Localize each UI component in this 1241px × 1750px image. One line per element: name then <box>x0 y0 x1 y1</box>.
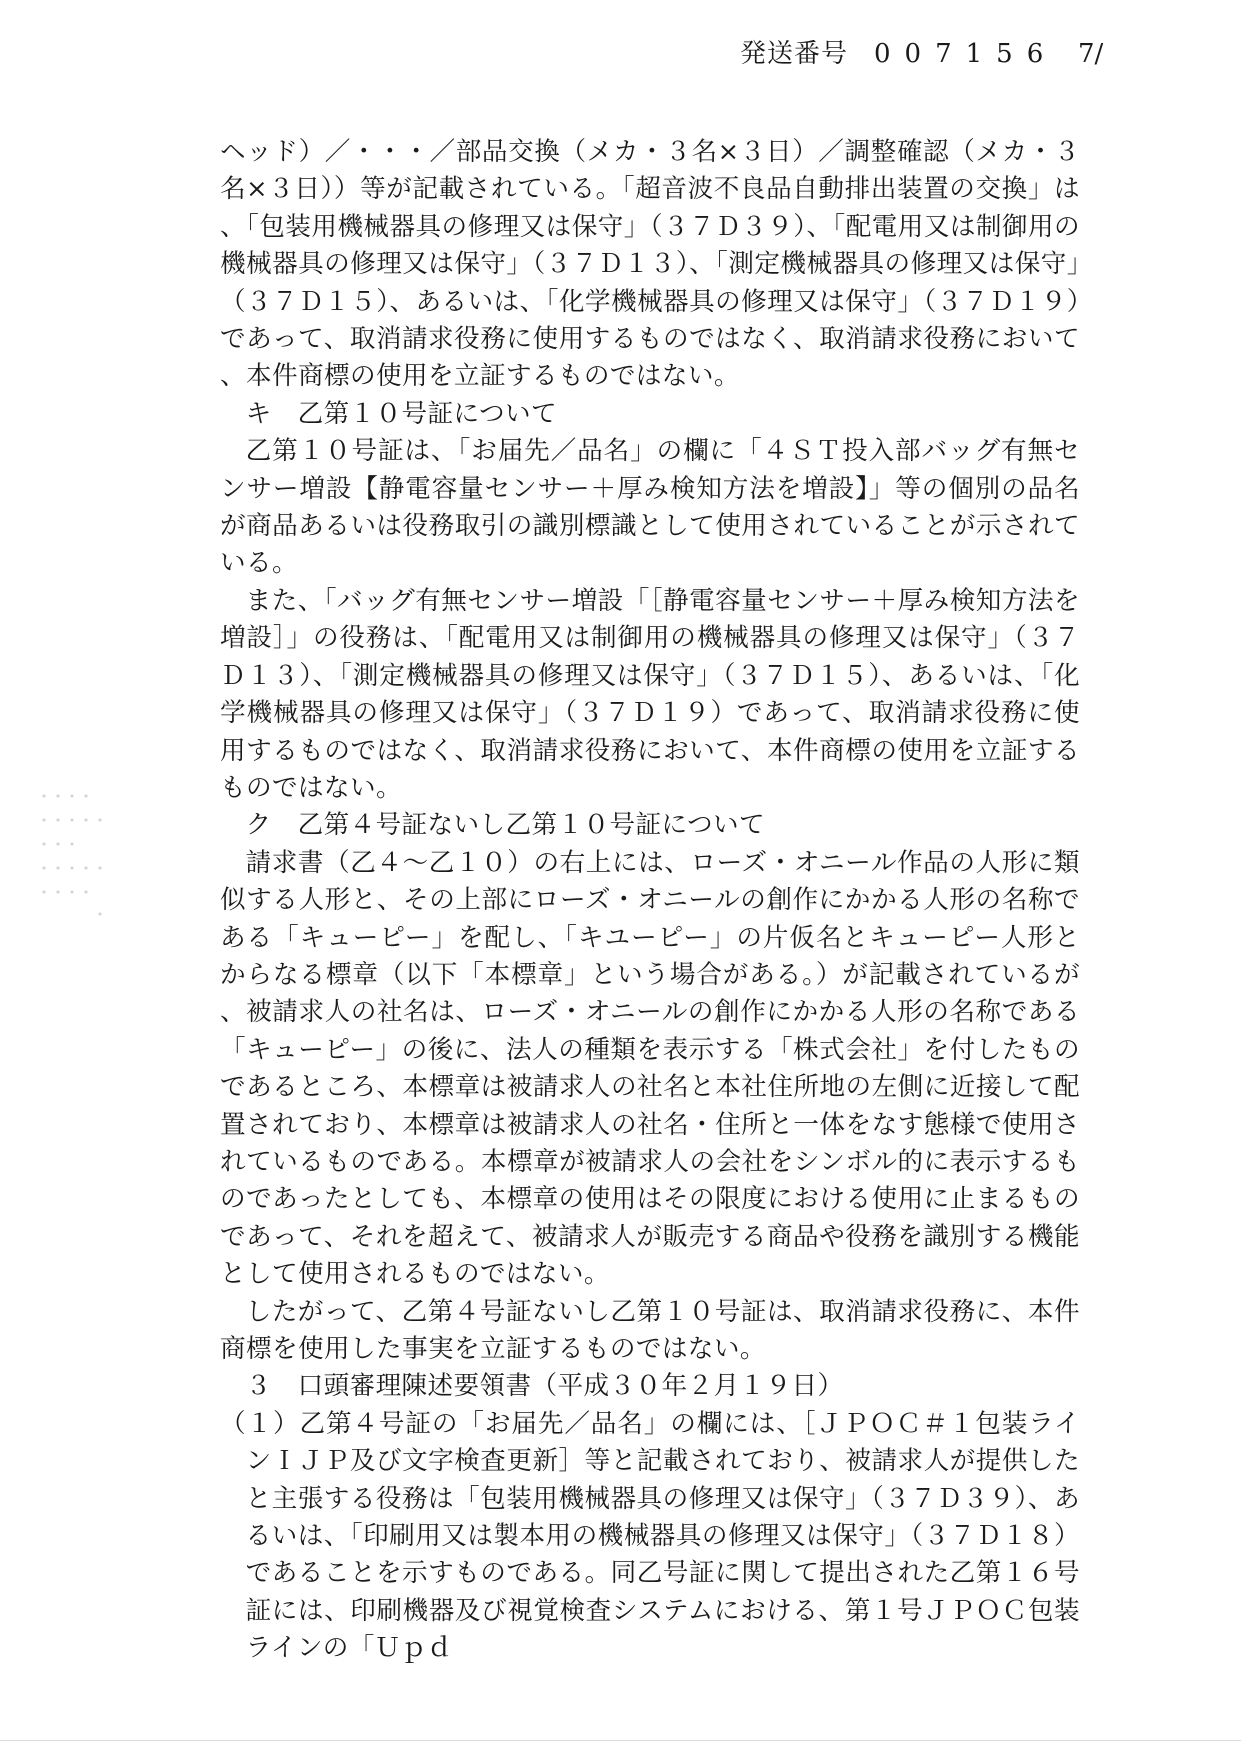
paragraph: したがって、乙第４号証ないし乙第１０号証は、取消請求役務に、本件商標を使用した事実を立証するものではない。 <box>220 1296 1080 1364</box>
page-number: 7/ <box>1078 39 1104 69</box>
section-heading-ku: ク 乙第４号証ないし乙第１０号証について <box>245 810 765 841</box>
dispatch-number-label: 発送番号 <box>740 39 849 69</box>
section-heading-3: ３ 口頭審理陳述要領書（平成３０年２月１９日） <box>245 1371 844 1402</box>
numbered-item-1: （１）乙第４号証の「お届先／品名」の欄には、［ＪＰＯＣ＃１包装ラインＩＪＰ及び文字検査更新］等と記載されており、被請求人が提供したと主張する役務は「包装用機械器具の修理又は保守」（３７Ｄ３９）、あるいは、「印刷用又は製本用の機械器具の修理又は保守」（３７Ｄ１８）であることを示すものである。同乙号証に関して提出された乙第１６号証には、印刷機器及び視覚検査システムにおける、第１号ＪＰＯＣ包装ラインの「Ｕｐｄ <box>220 1408 1080 1664</box>
dispatch-number: 007156 <box>874 39 1058 69</box>
section-heading-ki: キ 乙第１０号証について <box>245 398 558 429</box>
paragraph-continued: ヘッド）／・・・／部品交換（メカ・３名×３日）／調整確認（メカ・３名×３日））等が記載されている。「超音波不良品自動排出装置の交換」は、「包装用機械器具の修理又は保守」（３７Ｄ３９）、「配電用又は制御用の機械器具の修理又は保守」（３７Ｄ１３）、「測定機械器具の修理又は保守」（３７Ｄ１５）、あるいは、「化学機械器具の修理又は保守」（３７Ｄ１９）であって、取消請求役務に使用するものではなく、取消請求役務において、本件商標の使用を立証するものではない。 <box>220 137 1080 392</box>
paragraph: 乙第１０号証は、「お届先／品名」の欄に「４ＳＴ投入部バッグ有無センサー増設【静電容量センサー＋厚み検知方法を増設】」等の個別の品名が商品あるいは役務取引の識別標識として使用されていることが示されている。 <box>220 436 1080 579</box>
scan-artifact-dots <box>38 790 118 920</box>
document-body <box>220 134 1080 1668</box>
scan-bottom-edge <box>0 1740 1241 1741</box>
paragraph: また、「バッグ有無センサー増設「［静電容量センサー＋厚み検知方法を増設］」の役務は、「配電用又は制御用の機械器具の修理又は保守」（３７Ｄ１３）、「測定機械器具の修理又は保守」（３７Ｄ１５）、あるいは、「化学機械器具の修理又は保守」（３７Ｄ１９）であって、取消請求役務に使用するものではなく、取消請求役務において、本件商標の使用を立証するものではない。 <box>220 585 1080 803</box>
paragraph: 請求書（乙４～乙１０）の右上には、ローズ・オニール作品の人形に類似する人形と、その上部にローズ・オニールの創作にかかる人形の名称である「キューピー」を配し、「キユーピー」の片仮名とキューピー人形とからなる標章（以下「本標章」という場合がある。）が記載されているが、被請求人の社名は、ローズ・オニールの創作にかかる人形の名称である「キューピー」の後に、法人の種類を表示する「株式会社」を付したものであるところ、本標章は被請求人の社名と本社住所地の左側に近接して配置されており、本標章は被請求人の社名・住所と一体をなす態様で使用されているものである。本標章が被請求人の会社をシンボル的に表示するものであったとしても、本標章の使用はその限度における使用に止まるものであって、それを超えて、被請求人が販売する商品や役務を識別する機能として使用されるものではない。 <box>220 847 1080 1290</box>
document-header <box>740 34 1120 74</box>
